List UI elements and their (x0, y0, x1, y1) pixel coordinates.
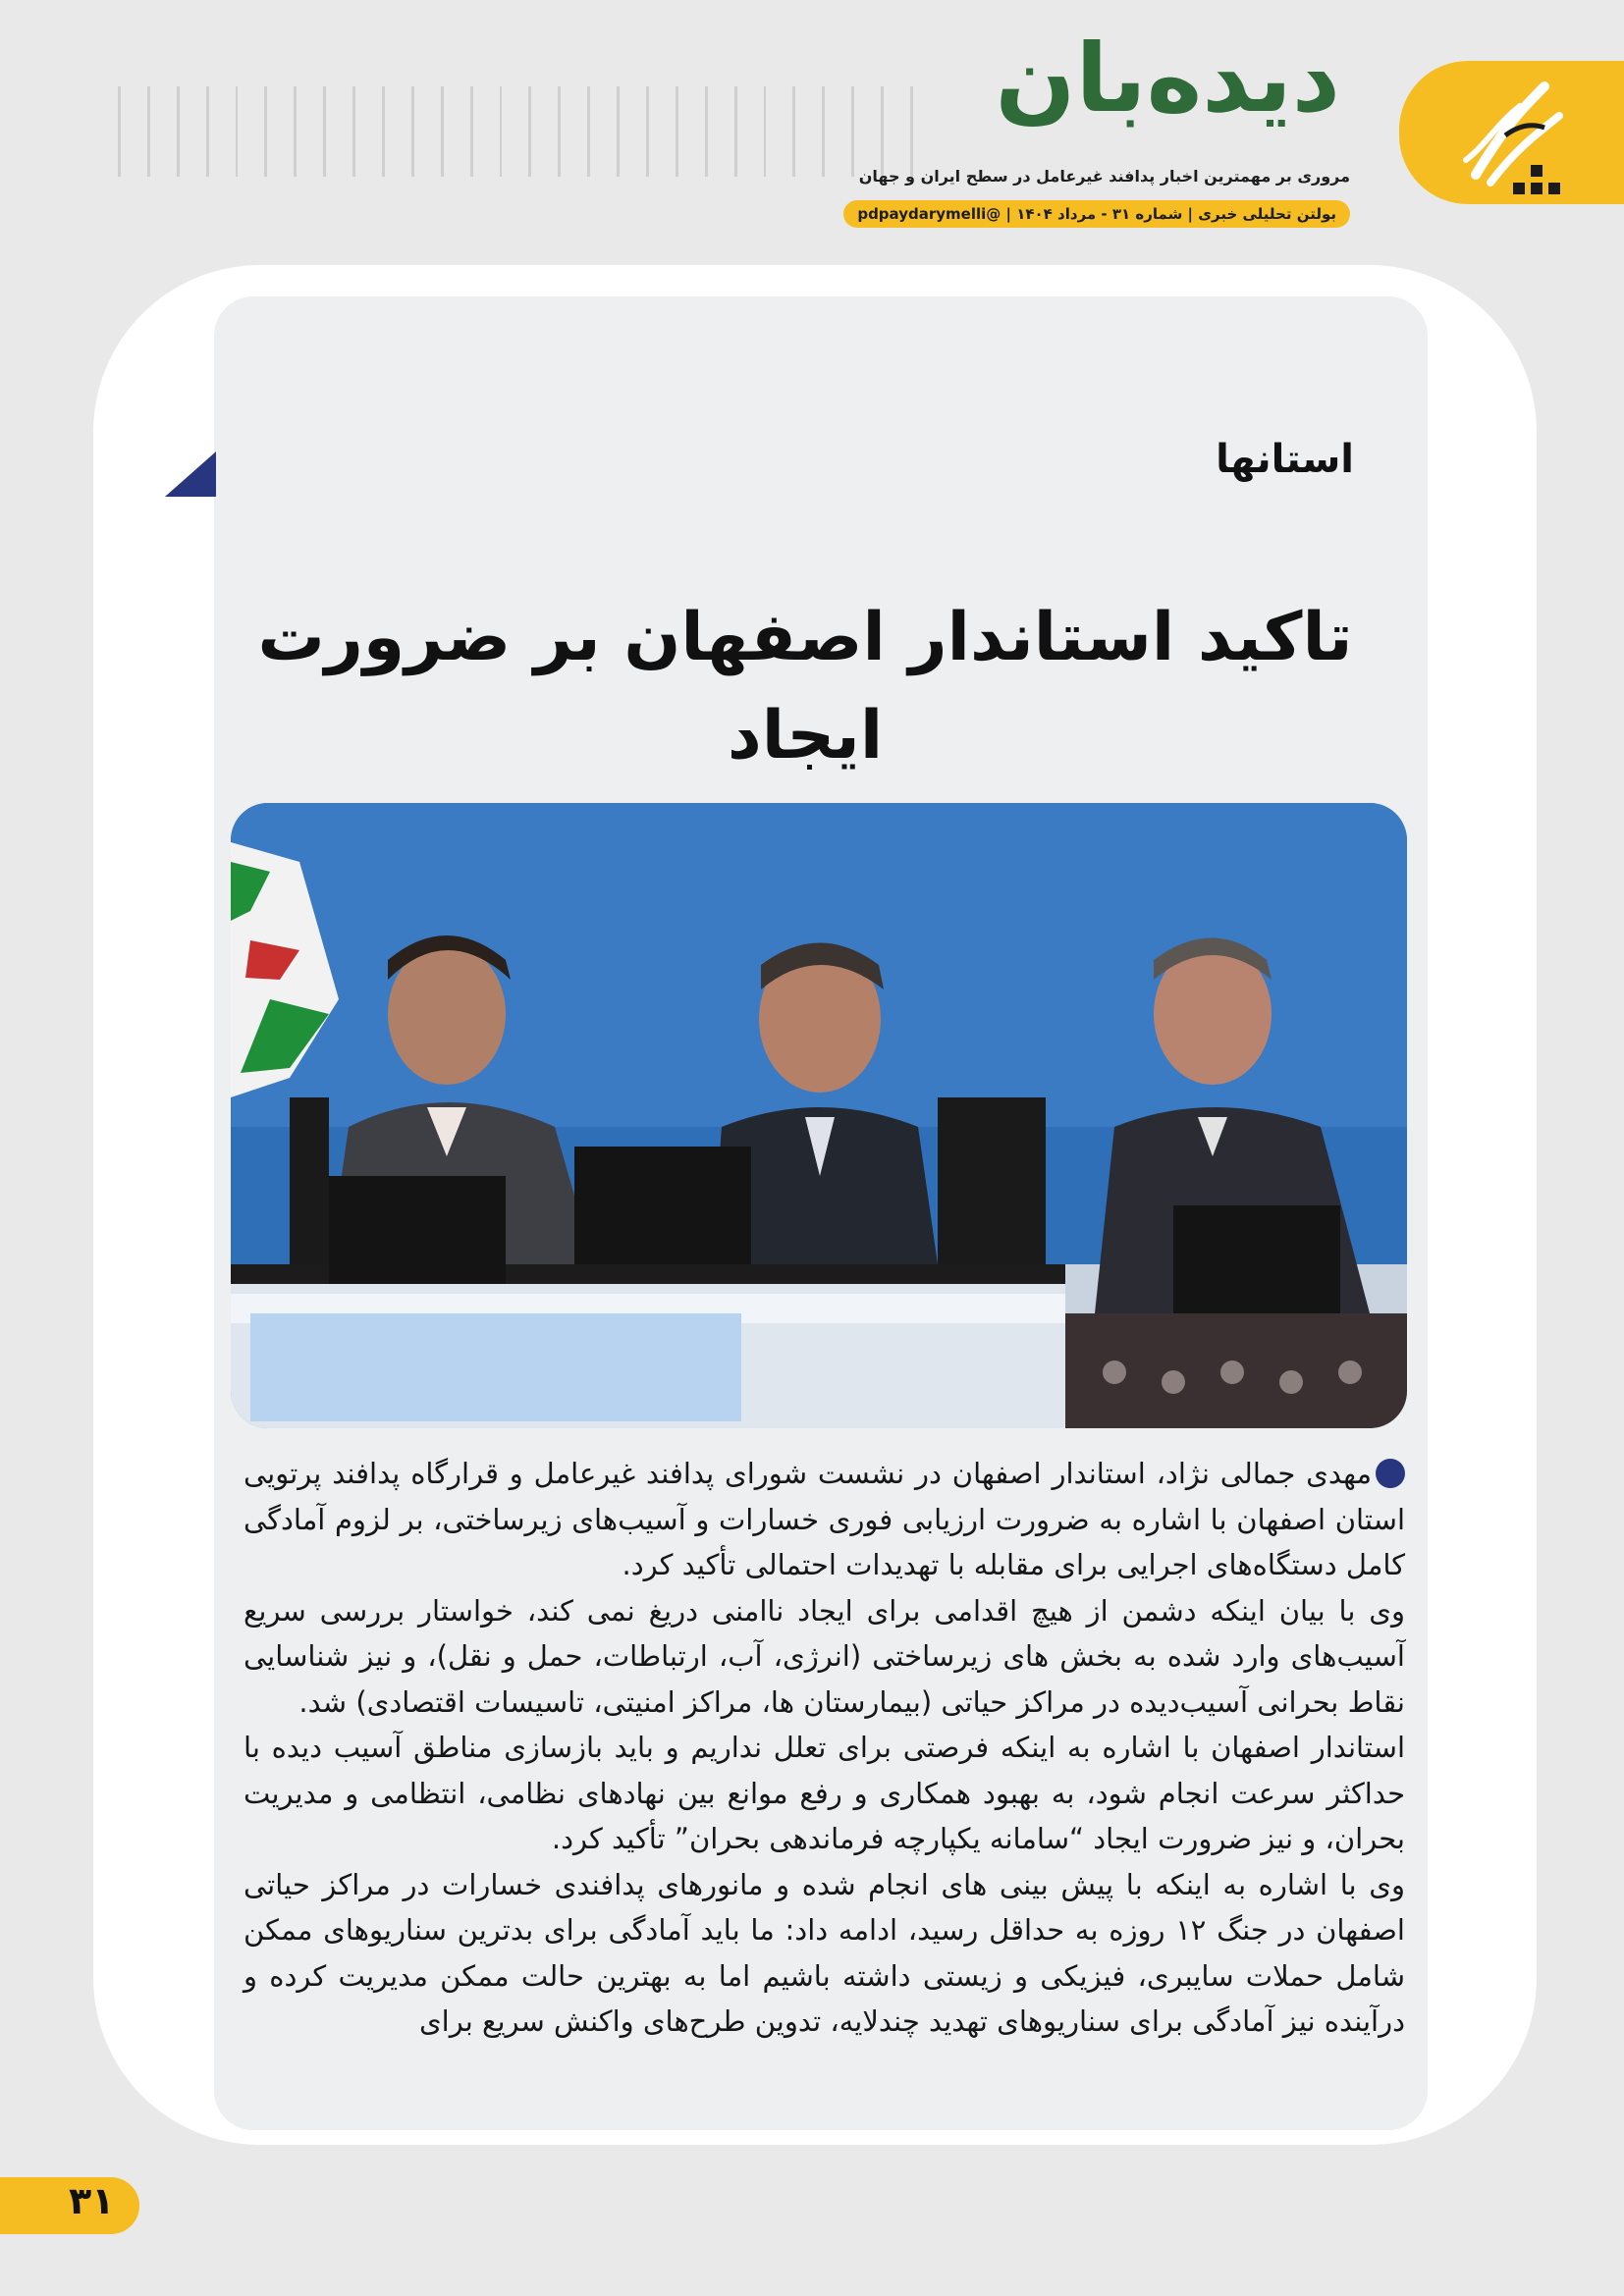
masthead-title: دیده‌بان (995, 24, 1340, 133)
masthead-info-pill: بولتن تحلیلی خبری | شماره ۳۱ - مرداد ۱۴۰۴ | @pdpaydarymelli (843, 200, 1350, 228)
publisher-logo-badge (1399, 61, 1624, 204)
page-number: ۳۱ (69, 2179, 115, 2222)
section-triangle-icon (165, 452, 216, 497)
paragraph: مهدی جمالی نژاد، استاندار اصفهان در نشست شورای پدافند غیرعامل و قرارگاه پدافند پرتویی استان اصفهان با اشاره به ضرورت ارزیابی فوری خسارات و آسیب‌های زیرساختی، بر لزوم آمادگی کامل دستگاه‌های اجرایی برای مقابله با تهدیدات احتمالی تأکید کرد. (244, 1457, 1405, 1581)
header-stripes (118, 86, 913, 177)
paragraph: استاندار اصفهان با اشاره به اینکه فرصتی برای تعلل نداریم و باید بازسازی مناطق آسیب دیده با حداکثر سرعت انجام شود، به بهبود همکاری و رفع موانع بین نهادهای نظامی، انتظامی و مدیریت بحران، و نیز ضرورت ایجاد “سامانه یکپارچه فرماندهی بحران” تأکید کرد. (244, 1731, 1405, 1855)
paragraph: وی با بیان اینکه دشمن از هیچ اقدامی برای ایجاد ناامنی دریغ نمی کند، خواستار بررسی سریع آسیب‌های وارد شده به بخش های زیرساختی (انرژی، آب، ارتباطات، حمل و نقل)، و نیز شناسایی نقاط بحرانی آسیب‌دیده در مراکز حیاتی (بیمارستان ها، مراکز امنیتی، تاسیسات اقتصادی) شد. (244, 1593, 1405, 1719)
section-label: استانها (1216, 437, 1354, 482)
paragraph: وی با اشاره به اینکه با پیش بینی های انجام شده و مانورهای پدافندی خسارات در مراکز حیاتی اصفهان در جنگ ۱۲ روزه به حداقل رسید، ادامه داد: ما باید آمادگی برای بدترین سناریوهای ممکن شامل حملات سایبری، فیزیکی و زیستی داشته باشیم اما به بهترین حالت ممکن مدیریت کرده و درآینده نیز آمادگی برای سناریوهای تهدید چندلایه، تدوین طرح‌های واکنش سریع برای (244, 1867, 1405, 2038)
calligraphy-logo-icon (1436, 67, 1584, 204)
bullet-icon (1376, 1459, 1405, 1488)
article-title-line-1: تاکید استاندار اصفهان بر ضرورت ایجاد (257, 599, 1353, 774)
article-body (244, 1451, 1405, 2045)
masthead-subtitle: مروری بر مهمترین اخبار پدافند غیرعامل در سطح ایران و جهان (858, 167, 1350, 186)
masthead (857, 20, 1350, 223)
article-photo (231, 803, 1407, 1428)
